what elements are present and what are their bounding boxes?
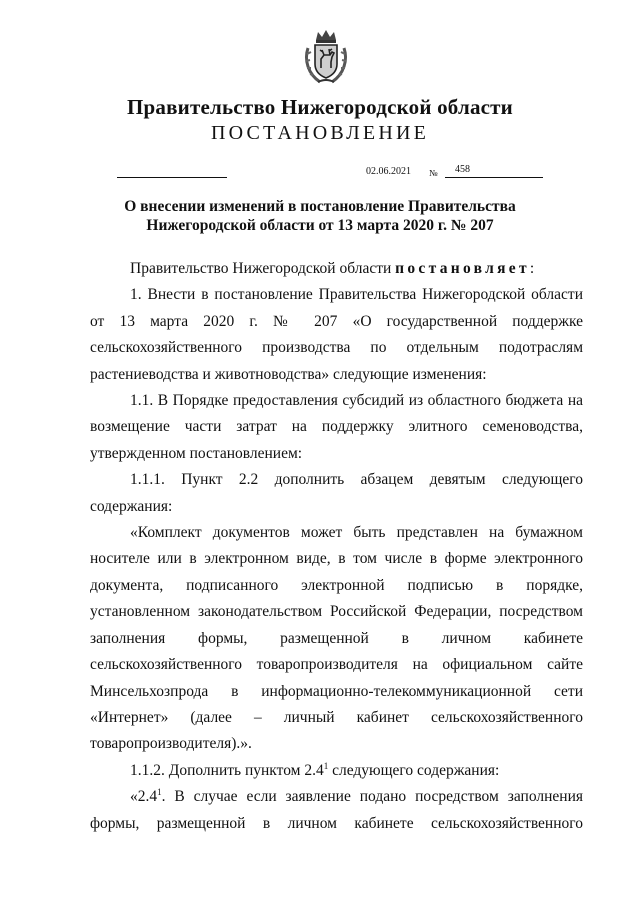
document-number: 458 <box>455 164 470 175</box>
number-underline <box>445 177 543 178</box>
paragraph-1: 1. Внести в постановление Правительства Нижегородской области от 13 марта 2020 г. № 207 «О государственной поддержке сельскохозяйственного производства по отдельным подотраслям растениеводства и животноводства» следующие изменения: <box>90 286 583 383</box>
superscript: 1 <box>157 787 162 798</box>
registration-blank-line <box>117 177 227 178</box>
decree-word: постановляет <box>395 260 530 277</box>
document-type: ПОСТАНОВЛЕНИЕ <box>210 122 430 144</box>
paragraph-preamble <box>90 256 583 282</box>
paragraph-1-1-2-text: 1.1.2. Дополнить пунктом 2.4 <box>130 761 324 779</box>
paragraph-2-4-1-text: . В случае если заявление подано посредством заполнения формы, размещенной в личном кабинете сельскохозяйственного <box>90 788 583 832</box>
document-title: О внесении изменений в постановление Правительства Нижегородской области от 13 марта 2020 г. № 207 <box>124 198 516 234</box>
superscript: 1 <box>323 760 329 771</box>
preamble-text: Правительство Нижегородской области <box>130 260 396 277</box>
paragraph-quote: «Комплект документов может быть представлен на бумажном носителе или в электронном виде, в том числе в форме электронного документа, подписанного электронной подписью в порядке, установленном законодательством Российской Федерации, посредством заполнения формы, размещенной в личном кабинете сельскохозяйственного товаропроизводителя на официальном сайте Минсельхозпрода в информационно-телекоммуникационной сети «Интернет» (далее – личный кабинет сельскохозяйственного товаропроизводителя).». <box>90 524 583 753</box>
paragraph-2-4-1 <box>90 784 583 837</box>
paragraph-2-4-1-number: «2.4 <box>130 788 158 806</box>
organization-name: Правительство Нижегородской области <box>127 95 513 119</box>
paragraph-1-1-2 <box>90 758 583 784</box>
paragraph-1-1-1: 1.1.1. Пункт 2.2 дополнить абзацем девятым следующего содержания: <box>90 471 583 515</box>
paragraph-1-1: 1.1. В Порядке предоставления субсидий из областного бюджета на возмещение части затрат на поддержку элитного семеноводства, утвержденном постановлением: <box>90 392 583 462</box>
document-date: 02.06.2021 <box>366 166 411 177</box>
number-sign: № <box>429 168 438 178</box>
document-body <box>90 256 583 837</box>
coat-of-arms-icon <box>302 28 350 86</box>
paragraph-1-1-2-tail: следующего содержания: <box>328 761 500 779</box>
preamble-colon: : <box>529 260 535 277</box>
